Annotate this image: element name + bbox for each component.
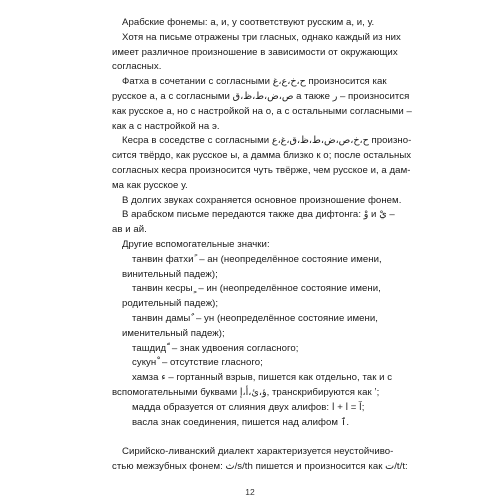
text-line: танвин кесры ٍ – ин (неопределённое состояние имени, xyxy=(132,283,381,295)
text-line: ма как русское у. xyxy=(112,179,188,191)
text-line: сится твёрдо, как русское ы, а дамма близко к о; после остальных xyxy=(112,150,412,162)
text-line: согласных кесра произносится чуть твёрже, чем русское и, а дам- xyxy=(112,164,411,176)
text-line: ав и ай. xyxy=(112,224,147,236)
text-line: Другие вспомогательные значки: xyxy=(122,238,270,250)
text-line: ташдид ّ – знак удвоения согласного; xyxy=(132,342,299,354)
text-line: Сирийско-ливанский диалект характеризуется неустойчиво- xyxy=(122,446,394,458)
text-line: Фатха в сочетании с согласными ح،خ،ع،غ произносится как xyxy=(122,76,387,88)
text-line: мадда образуется от слияния двух алифов: آ = ا + ا; xyxy=(132,401,365,413)
text-line: хамза ء – гортанный взрыв, пишется как отдельно, так и с xyxy=(132,372,393,384)
text-line: Арабские фонемы: а, и, у соответствуют русским а, и, у. xyxy=(122,17,375,28)
text-line: именительный падеж); xyxy=(122,327,225,339)
text-line: В долгих звуках сохраняется основное произношение фонем. xyxy=(122,194,402,206)
text-body xyxy=(112,16,412,475)
text-line: стью межзубных фонем: ث/s/th пишется и произносится как ت/t/t: xyxy=(112,460,408,472)
text-line: Хотя на письме отражены три гласных, однако каждый из них xyxy=(122,31,401,43)
text-line: Кесра в соседстве с согласными ح،خ،ص،ض،ط،ظ،ق،غ،ع произно- xyxy=(122,135,412,147)
text-line: танвин фатхи ً – ан (неопределённое состояние имени, xyxy=(132,253,382,265)
text-line: родительный падеж); xyxy=(122,298,219,310)
text-line: как русское а, но с настройкой на о, а с остальными согласными – xyxy=(112,105,412,117)
text-line: имеет различное произношение в зависимости от окружающих xyxy=(112,46,398,58)
text-line: русское а, а с согласными ص،ض،ط،ظ،ق а также ر – произносится xyxy=(112,90,410,102)
text-line: сукун ْ – отсутствие гласного; xyxy=(132,357,263,369)
text-line: танвин дамы ٌ – ун (неопределённое состояние имени, xyxy=(132,312,378,324)
text-line: вспомогательными буквами ؤ،ئ،أ،إ, транскрибируются как ʼ; xyxy=(112,386,380,398)
text-line: винительный падеж); xyxy=(122,268,218,280)
text-line: В арабском письме передаются также два дифтонга: وْ и يْ – xyxy=(122,209,395,221)
text-line: васла знак соединения, пишется над алифом ٱ. xyxy=(132,416,350,428)
paragraph-gap xyxy=(112,430,404,445)
page-number: 12 xyxy=(245,487,255,497)
text-line: как а с настройкой на э. xyxy=(112,120,220,132)
text-line: согласных. xyxy=(112,61,162,73)
